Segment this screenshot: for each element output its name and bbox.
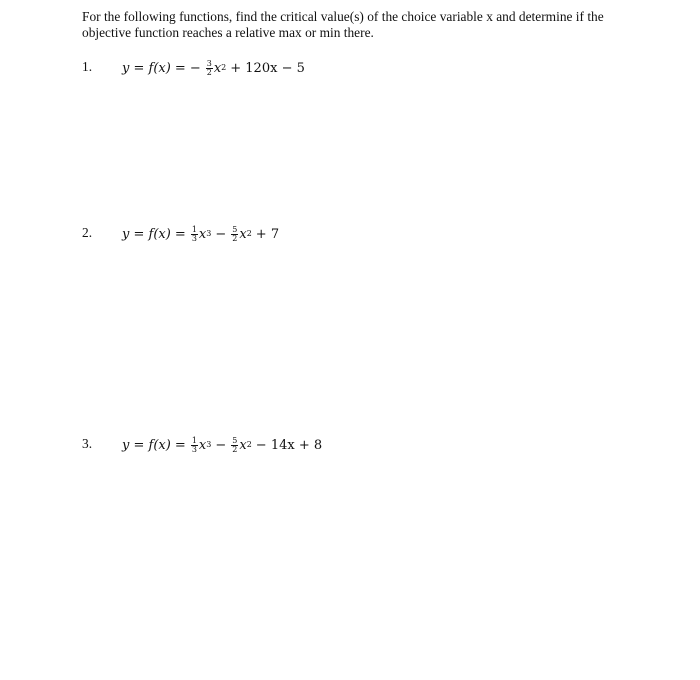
fraction-numerator: 1 [191, 435, 197, 445]
fraction-denominator: 2 [206, 67, 212, 77]
fraction [231, 437, 238, 454]
equation: y = f(x) = − $\frac{3}{2}$ x 2 + 120x − 5 [122, 58, 305, 77]
fraction [191, 226, 198, 243]
equation: y = f(x) = $\frac{1}{3}$ x 3 − $\frac{5}{2}$ x 2 − 14x + 8 [122, 435, 323, 454]
problem-1 [82, 56, 642, 80]
equation-rest: − 14x + 8 [255, 437, 323, 453]
minus-sign: − [189, 60, 201, 76]
fraction [206, 60, 213, 77]
minus-sign: − [215, 226, 227, 242]
problem-number: 2. [82, 225, 93, 240]
fraction-denominator: 3 [191, 444, 197, 454]
problem-number: 1. [82, 59, 93, 74]
fraction-numerator: 3 [206, 58, 212, 68]
fraction-denominator: 2 [232, 444, 238, 454]
fraction-numerator: 5 [232, 224, 238, 234]
problem-3 [82, 433, 642, 457]
variable: x [239, 437, 247, 453]
equation-lhs: y = f(x) = [122, 437, 186, 453]
instructions-text: For the following functions, find the critical value(s) of the choice variable x and determine if the objective function reaches a relative max or min there. [82, 9, 604, 40]
minus-sign: − [215, 437, 227, 453]
variable: x [213, 60, 222, 76]
fraction [231, 226, 238, 243]
equation-lhs: y = f(x) = [122, 60, 186, 76]
fraction-denominator: 3 [191, 233, 197, 243]
problem-2 [82, 222, 642, 246]
fraction-numerator: 5 [232, 435, 238, 445]
equation-rest: + 7 [255, 226, 280, 242]
variable: x [198, 226, 207, 242]
fraction-denominator: 2 [232, 233, 238, 243]
variable: x [198, 437, 207, 453]
problem-number: 3. [82, 436, 93, 451]
equation-rest: + 120x − 5 [230, 60, 305, 76]
variable: x [239, 226, 247, 242]
fraction [191, 437, 198, 454]
fraction-numerator: 1 [191, 224, 197, 234]
equation: y = f(x) = $\frac{1}{3}$ x 3 − $\frac{5}{2}$ x 2 + 7 [122, 224, 280, 243]
equation-lhs: y = f(x) = [122, 226, 186, 242]
